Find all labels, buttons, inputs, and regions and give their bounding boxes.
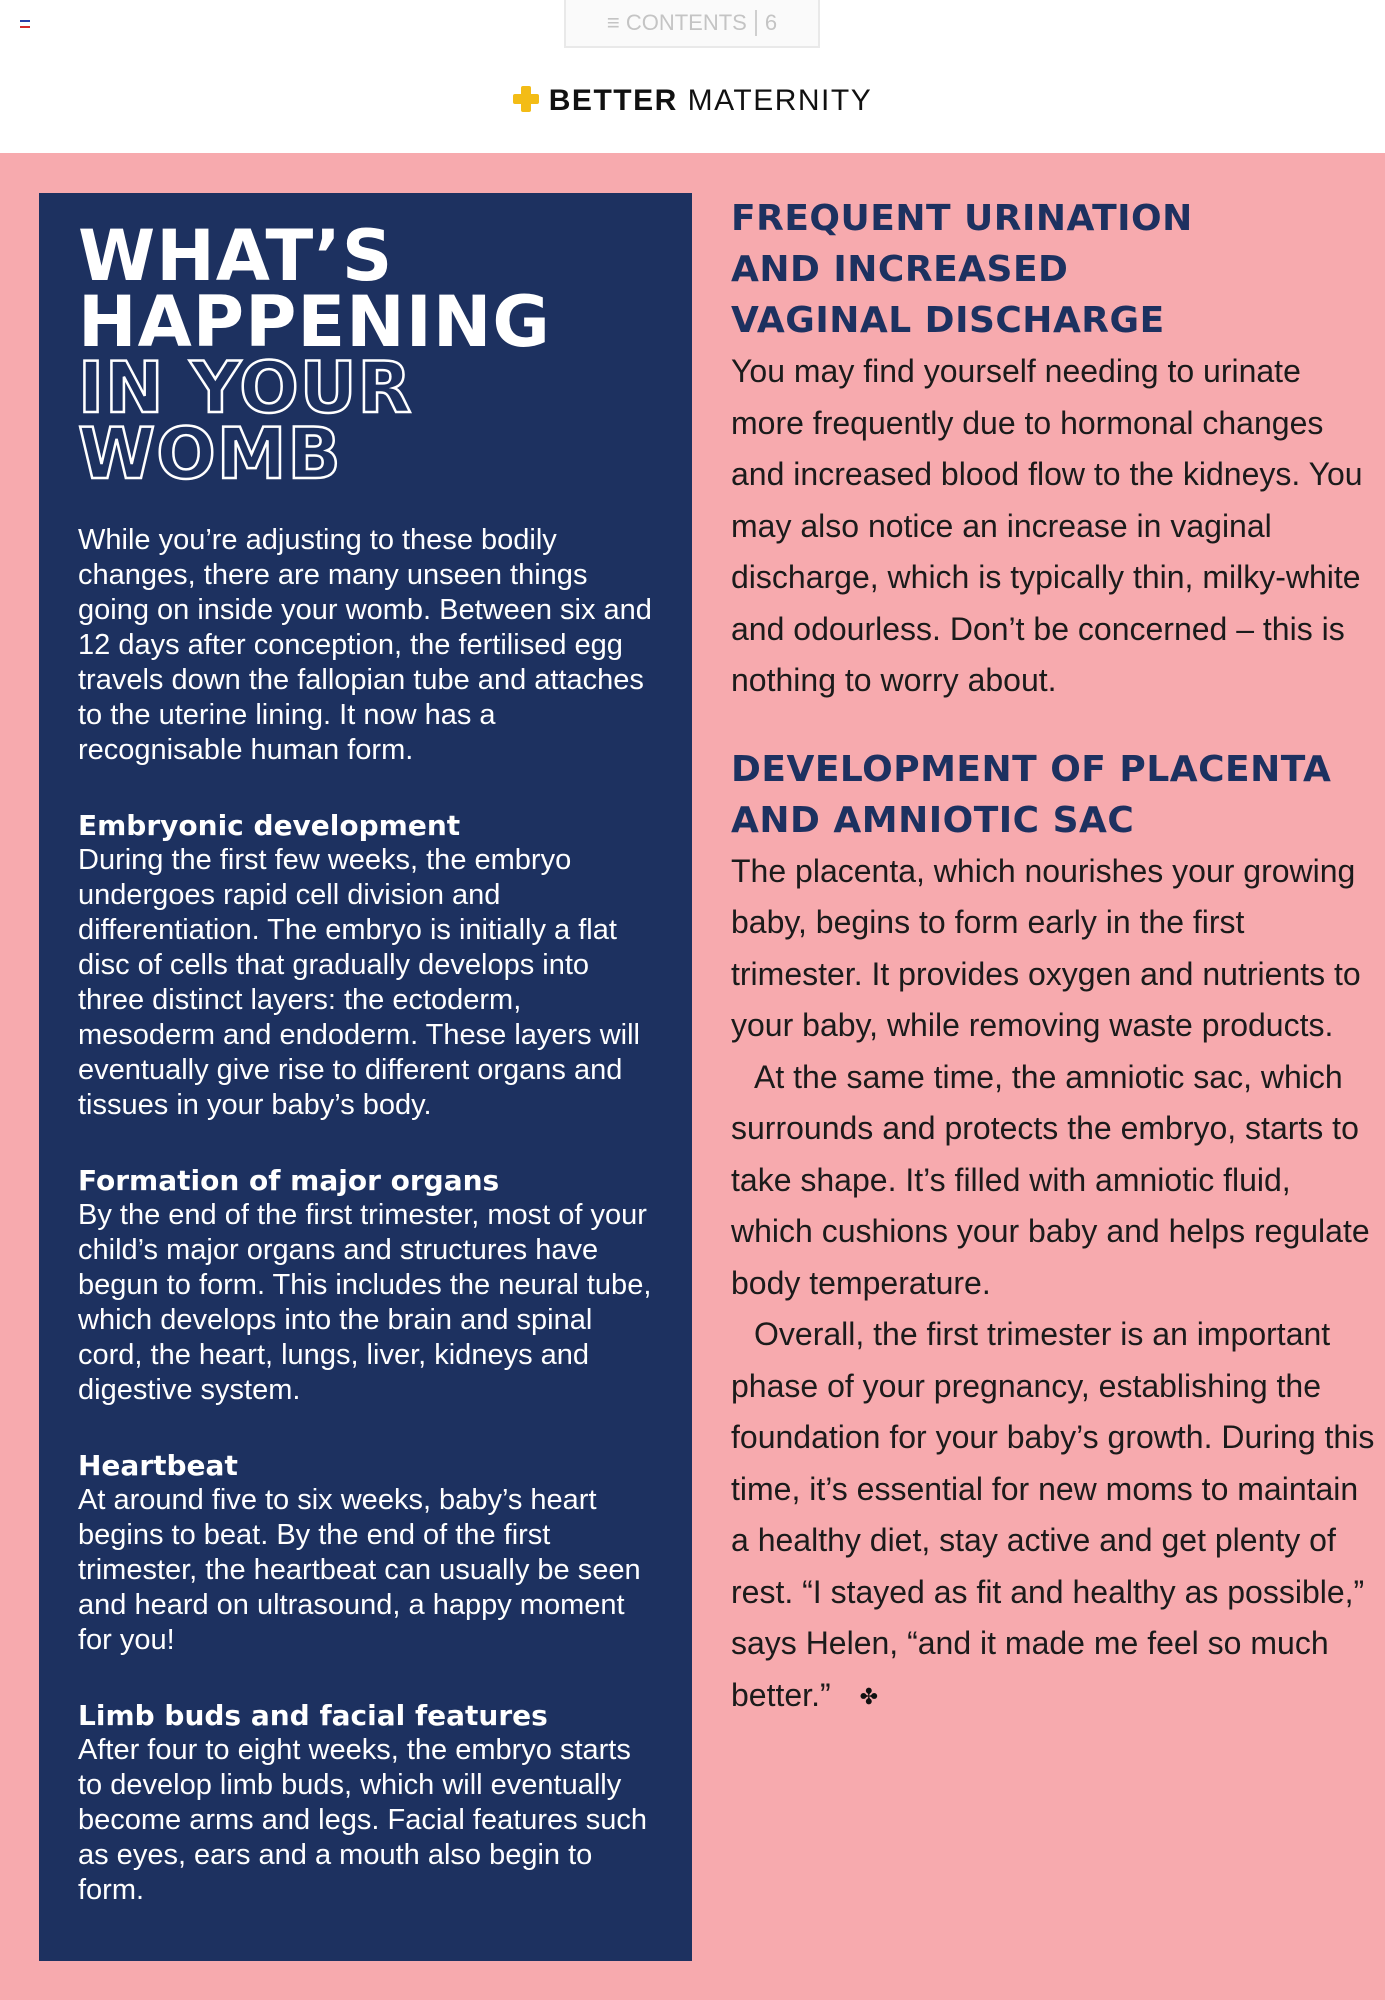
panel-section <box>78 1698 652 1908</box>
panel-intro: While you’re adjusting to these bodily changes, there are many unseen things going on inside your womb. Between six and 12 days after conception, the fertilised egg travels down the fallopian tube and attaches to the uterine lining. It now has a recognisable human form. <box>78 524 652 766</box>
section-body: By the end of the first trimester, most of your child’s major organs and structures have begun to form. This includes the neural tube, which develops into the brain and spinal cord, the heart, lungs, liver, kidneys and digestive system. <box>78 1199 652 1406</box>
contents-divider <box>755 10 757 36</box>
title-line-outline: WOMB <box>78 413 342 495</box>
contents-label: ≡ CONTENTS <box>606 10 747 35</box>
section-heading: Formation of major organs <box>78 1164 500 1197</box>
heading-line: FREQUENT URINATION <box>731 198 1193 239</box>
block-heading <box>731 744 1381 846</box>
top-bar <box>0 0 1385 153</box>
block-paragraph: You may find yourself needing to urinate more frequently due to hormonal changes and increased blood flow to the kidneys. You may also notice an increase in vaginal discharge, which is typically thin, milky-white and odourless. Don’t be concerned – this is nothing to worry about. <box>731 353 1363 698</box>
urination-block <box>731 193 1381 707</box>
heading-line: DEVELOPMENT OF PLACENTA <box>731 748 1332 790</box>
contents-button[interactable] <box>564 0 820 48</box>
panel-title <box>78 215 652 495</box>
block-paragraph: The placenta, which nourishes your growing baby, begins to form early in the first trimester. It provides oxygen and nutrients to your baby, while removing waste products. <box>731 852 1361 1043</box>
block-paragraph: At the same time, the amniotic sac, which surrounds and protects the embryo, starts to take shape. It’s filled with amniotic fluid, which cushions your baby and helps regulate body temperature. <box>731 1058 1370 1301</box>
closing-text: Overall, the first trimester is an important phase of your pregnancy, establishing the foundation for your baby’s growth. During this time, it’s essential for new moms to maintain a healthy diet, stay active and get plenty of rest. “I stayed as fit and healthy as possible,” says Helen, “and it made me feel so much better.” <box>731 1316 1375 1713</box>
section-body: After four to eight weeks, the embryo starts to develop limb buds, which will eventually become arms and legs. Facial features such as eyes, ears and a mouth also begin to form. <box>78 1734 647 1906</box>
section-title-bold: BETTER <box>548 84 678 117</box>
panel-section <box>78 1448 652 1658</box>
title-line: WHAT’S <box>78 215 394 297</box>
panel-section <box>78 808 652 1123</box>
flag-icon <box>20 20 30 28</box>
plus-icon <box>513 86 539 112</box>
right-column <box>731 193 1381 1722</box>
placenta-block <box>731 744 1381 1723</box>
section-heading: Heartbeat <box>78 1449 238 1482</box>
page-number: 6 <box>764 10 778 35</box>
end-mark-icon: ✤ <box>859 1683 879 1709</box>
heading-line: VAGINAL DISCHARGE <box>731 300 1165 341</box>
heading-line: AND AMNIOTIC SAC <box>731 799 1135 841</box>
section-title-light: MATERNITY <box>687 84 873 117</box>
section-heading: Embryonic development <box>78 809 461 842</box>
womb-sidebar-panel <box>39 193 692 1961</box>
section-body: At around five to six weeks, baby’s heart begins to beat. By the end of the first trimester, the heartbeat can usually be seen and heard on ultrasound, a happy moment for you! <box>78 1484 641 1656</box>
section-heading: Limb buds and facial features <box>78 1699 548 1732</box>
block-heading <box>731 193 1381 346</box>
title-line-outline: IN YOUR <box>78 347 413 429</box>
panel-section <box>78 1163 652 1408</box>
section-body: During the first few weeks, the embryo undergoes rapid cell division and differentiation. The embryo is initially a flat disc of cells that gradually develops into three distinct layers: the ectoderm, mesoderm and endoderm. These layers will eventually give rise to different organs and tissues in your baby’s body. <box>78 844 641 1121</box>
title-line: HAPPENING <box>78 281 551 363</box>
block-paragraph <box>731 1309 1381 1722</box>
heading-line: AND INCREASED <box>731 249 1069 290</box>
section-header <box>0 84 1385 118</box>
